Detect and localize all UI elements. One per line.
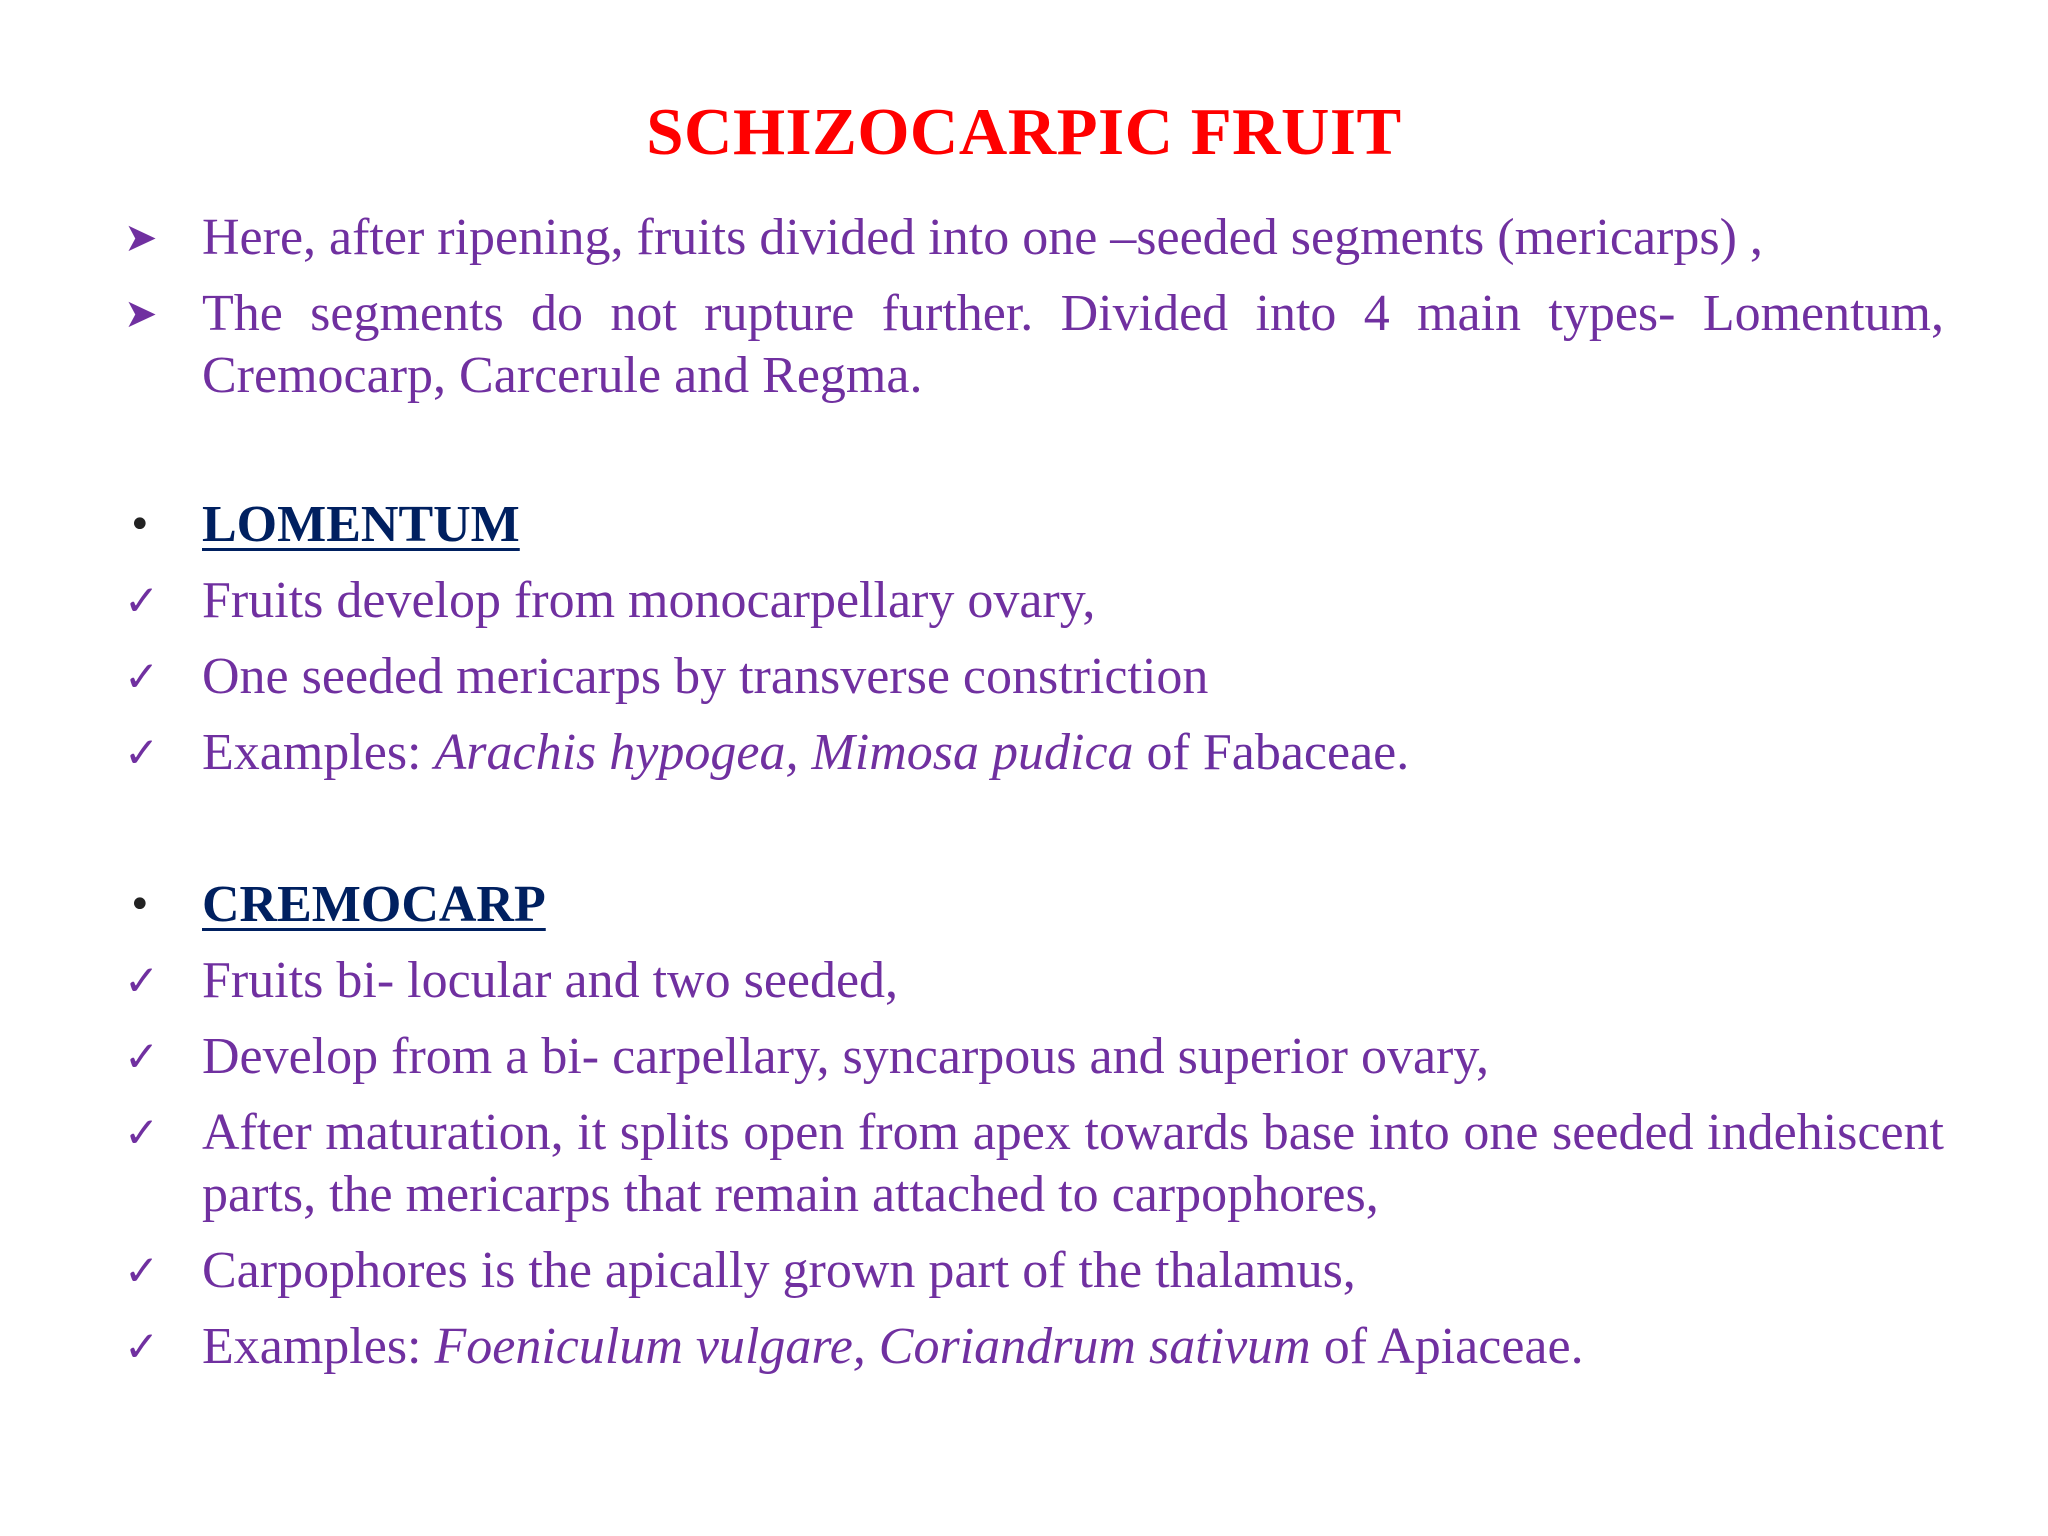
- checkmark-icon: ✓: [124, 1246, 160, 1295]
- item-text: One seeded mericarps by transverse constriction: [202, 648, 1209, 705]
- item-text: Fruits develop from monocarpellary ovary,: [202, 572, 1096, 629]
- checkmark-icon: ✓: [124, 956, 160, 1005]
- family-suffix: of Apiaceae.: [1310, 1318, 1584, 1375]
- checkmark-icon: ✓: [124, 1032, 160, 1081]
- species-names: Arachis hypogea, Mimosa pudica: [434, 724, 1134, 781]
- section-heading-text: LOMENTUM: [202, 496, 520, 553]
- item-text: Fruits bi- locular and two seeded,: [202, 952, 899, 1009]
- item-text: [202, 1316, 1944, 1378]
- examples-prefix: Examples:: [202, 1318, 435, 1375]
- item-text: Develop from a bi- carpellary, syncarpous and superior ovary,: [202, 1028, 1489, 1085]
- section-heading-text: CREMOCARP: [202, 876, 546, 933]
- item-text: After maturation, it splits open from apex towards base into one seeded indehiscent parts, the mericarps that remain attached to carpophores,: [202, 1104, 1944, 1223]
- checkmark-icon: ✓: [124, 728, 160, 777]
- item-text: [202, 722, 1944, 784]
- checkmark-icon: ✓: [124, 1322, 160, 1371]
- family-suffix: of Fabaceae.: [1133, 724, 1410, 781]
- checkmark-icon: ✓: [124, 1108, 160, 1157]
- intro-bullet-text: The segments do not rupture further. Divided into 4 main types- Lomentum, Cremocarp, Carcerule and Regma.: [202, 285, 1944, 404]
- checkmark-icon: ✓: [124, 652, 160, 701]
- checkmark-icon: ✓: [124, 576, 160, 625]
- arrow-bullet-icon: ➤: [124, 215, 158, 261]
- examples-prefix: Examples:: [202, 724, 435, 781]
- intro-bullet-text: Here, after ripening, fruits divided into one –seeded segments (mericarps) ,: [202, 209, 1763, 266]
- slide-title: SCHIZOCARPIC FRUIT: [646, 95, 1402, 169]
- dot-bullet-icon: •: [128, 882, 152, 928]
- dot-bullet-icon: •: [128, 502, 152, 548]
- species-names: Foeniculum vulgare, Coriandrum sativum: [434, 1318, 1311, 1375]
- item-text: Carpophores is the apically grown part of the thalamus,: [202, 1242, 1356, 1299]
- arrow-bullet-icon: ➤: [124, 291, 158, 337]
